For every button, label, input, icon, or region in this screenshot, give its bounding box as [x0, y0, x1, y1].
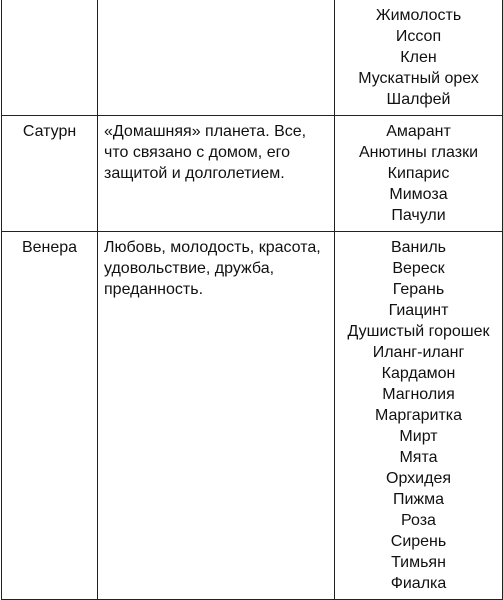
plants-cell — [335, 116, 503, 232]
plant-item: Роза — [401, 512, 436, 529]
plant-item: Мускатный орех — [358, 70, 479, 87]
planet-cell — [2, 0, 98, 116]
table-row — [2, 116, 503, 232]
table-row — [2, 232, 503, 600]
plant-item: Орхидея — [386, 470, 451, 487]
plant-item: Гиацинт — [388, 302, 449, 319]
plant-item: Мята — [399, 449, 438, 466]
plants-cell — [335, 232, 503, 600]
plant-item: Маргаритка — [374, 407, 463, 424]
planets-plants-table — [1, 0, 503, 600]
plant-item: Кардамон — [381, 365, 456, 382]
description-cell: «Домашняя» планета. Все, что связано с домом, его защитой и долголетием. — [98, 116, 335, 232]
plant-item: Сирень — [390, 533, 447, 550]
description-cell — [98, 0, 335, 116]
plant-item: Анютины глазки — [358, 144, 478, 161]
plant-item: Мирт — [399, 428, 438, 445]
plant-item: Вереск — [392, 260, 445, 277]
plants-cell — [335, 0, 503, 116]
plant-item: Фиалка — [390, 575, 447, 592]
plant-item: Пижма — [392, 491, 445, 508]
planet-cell: Сатурн — [2, 116, 98, 232]
plant-item: Ваниль — [390, 239, 446, 256]
plant-item: Пачули — [391, 207, 446, 224]
plant-item: Иланг-иланг — [372, 344, 465, 361]
description-cell: Любовь, молодость, красота, удовольствие, дружба, преданность. — [98, 232, 335, 600]
plant-item: Душистый горошек — [347, 323, 490, 340]
plant-item: Мимоза — [389, 186, 448, 203]
table-body — [2, 0, 503, 600]
planet-cell: Венера — [2, 232, 98, 600]
plant-item: Клен — [400, 49, 437, 66]
plant-item: Шалфей — [386, 91, 451, 108]
plant-item: Амарант — [386, 123, 451, 140]
plant-item: Тимьян — [391, 554, 446, 571]
plant-item: Магнолия — [382, 386, 455, 403]
table-row — [2, 0, 503, 116]
plant-item: Иссоп — [395, 28, 442, 45]
plant-item: Герань — [392, 281, 445, 298]
plant-item: Кипарис — [387, 165, 450, 182]
plant-item: Жимолость — [375, 7, 462, 24]
